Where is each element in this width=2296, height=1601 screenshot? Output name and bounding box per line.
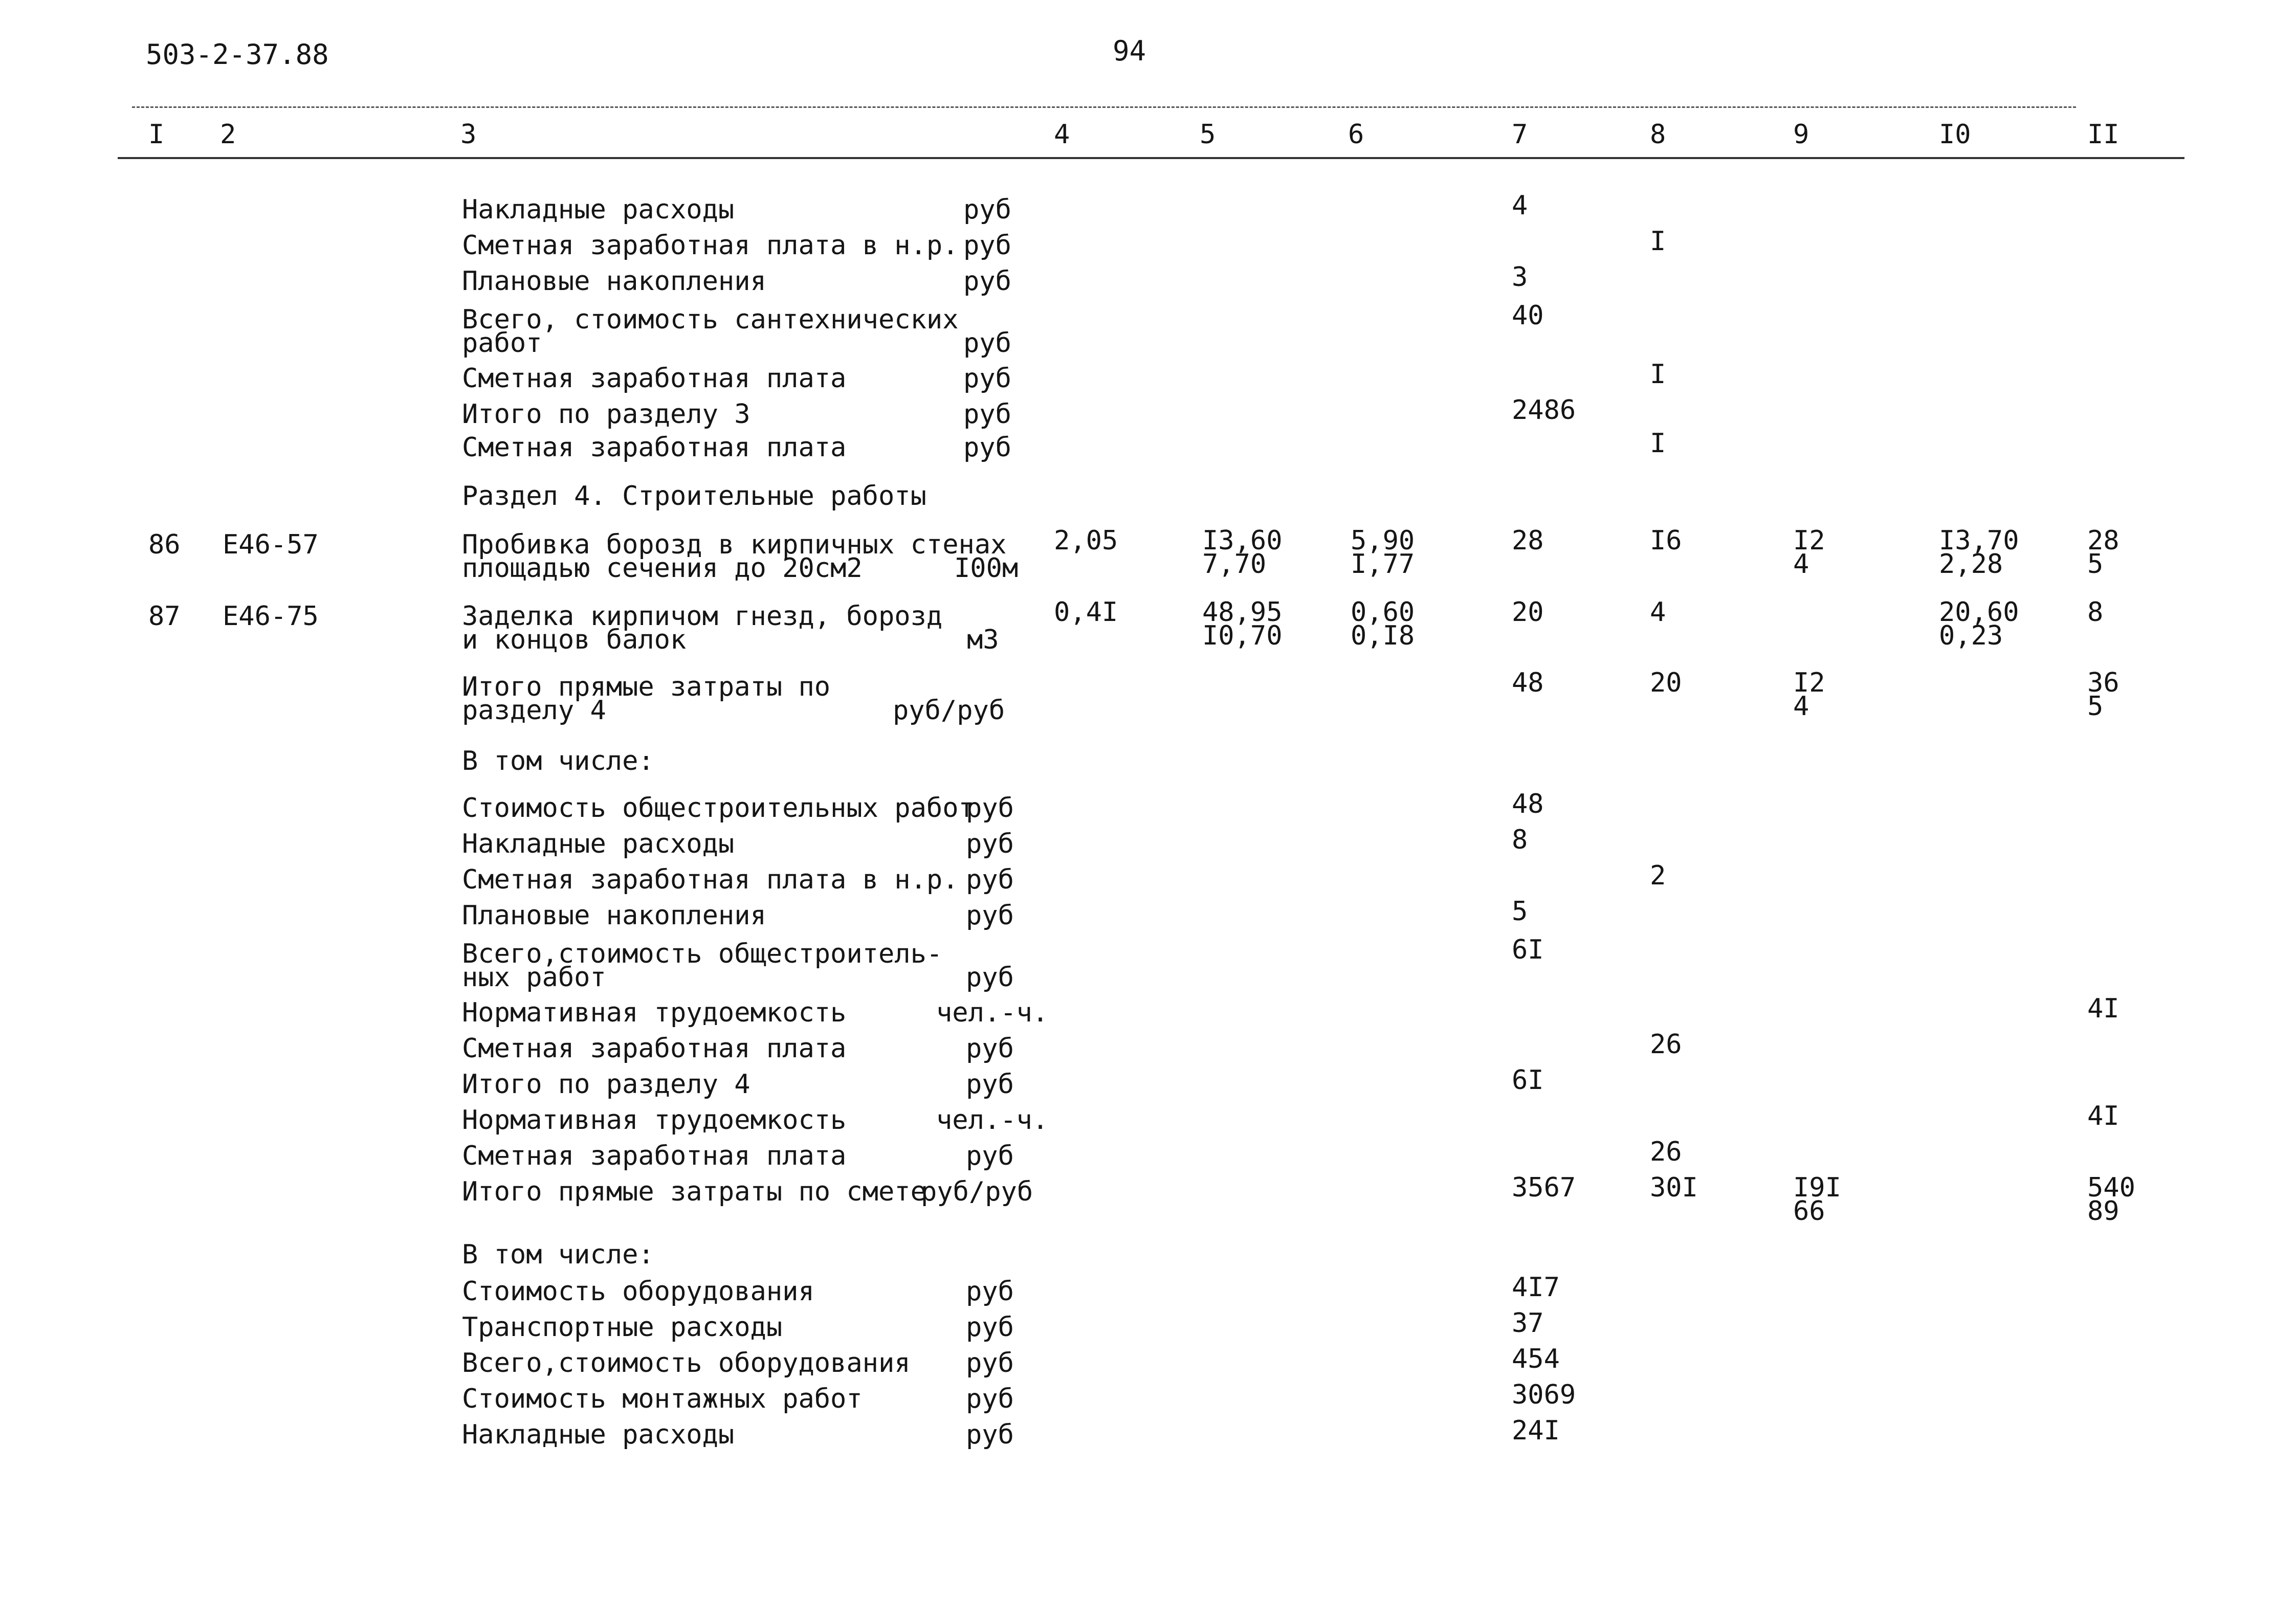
column-header-1: I bbox=[148, 119, 165, 150]
value-col-10: 0,23 bbox=[1939, 620, 2003, 651]
unit-of-measure: руб bbox=[963, 363, 1011, 394]
value-col-9: I9I bbox=[1793, 1172, 1841, 1203]
item-name-line: Сметная заработная плата в н.р. bbox=[462, 864, 959, 895]
item-name-line: Стоимость оборудования bbox=[462, 1276, 814, 1307]
column-header-10: I0 bbox=[1939, 119, 1971, 150]
unit-of-measure: руб bbox=[966, 1348, 1014, 1378]
value-col-8: 20 bbox=[1650, 668, 1682, 698]
value-col-8: 26 bbox=[1650, 1137, 1682, 1167]
item-name-line: Раздел 4. Строительные работы bbox=[462, 481, 926, 512]
column-header-8: 8 bbox=[1650, 119, 1666, 150]
value-col-7: 3069 bbox=[1512, 1380, 1576, 1410]
item-name-line: Заделка кирпичом гнезд, борозд bbox=[462, 601, 943, 632]
rate-code: Е46-75 bbox=[223, 601, 319, 632]
item-name-line: Нормативная трудоемкость bbox=[462, 997, 847, 1028]
unit-of-measure: чел.-ч. bbox=[936, 997, 1049, 1028]
value-col-7: 8 bbox=[1512, 825, 1528, 855]
value-col-8: 4 bbox=[1650, 597, 1666, 628]
unit-of-measure: руб bbox=[966, 900, 1014, 931]
value-col-7: 6I bbox=[1512, 1065, 1544, 1096]
value-col-9: 4 bbox=[1793, 549, 1809, 580]
unit-of-measure: м3 bbox=[967, 625, 999, 655]
value-col-4: 2,05 bbox=[1054, 525, 1118, 556]
item-name-line: Итого прямые затраты по смете bbox=[462, 1176, 926, 1207]
item-name-line: Стоимость монтажных работ bbox=[462, 1384, 863, 1414]
item-name-line: Итого по разделу 4 bbox=[462, 1069, 750, 1100]
value-col-10: 20,60 bbox=[1939, 597, 2019, 628]
value-col-6: 0,I8 bbox=[1351, 620, 1415, 651]
value-col-7: 48 bbox=[1512, 668, 1544, 698]
value-col-9: I2 bbox=[1793, 525, 1825, 556]
header-rule bbox=[118, 157, 2184, 159]
document-code: 503-2-37.88 bbox=[146, 38, 329, 71]
column-header-7: 7 bbox=[1512, 119, 1528, 150]
value-col-7: 3567 bbox=[1512, 1172, 1576, 1203]
value-col-8: I6 bbox=[1650, 525, 1682, 556]
value-col-7: 28 bbox=[1512, 525, 1544, 556]
unit-of-measure: руб bbox=[966, 1384, 1014, 1414]
value-col-7: 2486 bbox=[1512, 395, 1576, 426]
column-header-5: 5 bbox=[1200, 119, 1216, 150]
value-col-7: 454 bbox=[1512, 1344, 1560, 1374]
unit-of-measure: руб bbox=[966, 1312, 1014, 1343]
item-name-line: Стоимость общестроительных работ bbox=[462, 793, 975, 824]
unit-of-measure: руб bbox=[966, 793, 1014, 824]
item-name-line: работ bbox=[462, 328, 542, 359]
column-header-3: 3 bbox=[460, 119, 477, 150]
item-name-line: Накладные расходы bbox=[462, 194, 735, 225]
item-name-line: Нормативная трудоемкость bbox=[462, 1105, 847, 1136]
column-header-4: 4 bbox=[1054, 119, 1070, 150]
unit-of-measure: руб/руб bbox=[893, 695, 1005, 726]
unit-of-measure: руб bbox=[963, 328, 1011, 359]
value-col-7: 37 bbox=[1512, 1308, 1544, 1339]
item-name-line: ных работ bbox=[462, 962, 606, 993]
value-col-7: 4I7 bbox=[1512, 1272, 1560, 1303]
unit-of-measure: руб bbox=[966, 1419, 1014, 1450]
value-col-10: 2,28 bbox=[1939, 549, 2003, 580]
item-name-line: Плановые накопления bbox=[462, 900, 766, 931]
item-name-line: Итого по разделу 3 bbox=[462, 399, 750, 430]
item-name-line: Сметная заработная плата bbox=[462, 363, 847, 394]
value-col-8: 26 bbox=[1650, 1029, 1682, 1060]
value-col-11: 5 bbox=[2087, 549, 2104, 580]
item-name-line: Накладные расходы bbox=[462, 1419, 735, 1450]
value-col-5: I3,60 bbox=[1202, 525, 1283, 556]
value-col-4: 0,4I bbox=[1054, 597, 1118, 628]
unit-of-measure: руб bbox=[966, 829, 1014, 859]
unit-of-measure: руб bbox=[963, 399, 1011, 430]
value-col-9: 66 bbox=[1793, 1196, 1825, 1227]
unit-of-measure: руб bbox=[966, 1276, 1014, 1307]
unit-of-measure: руб bbox=[966, 1141, 1014, 1171]
value-col-7: 3 bbox=[1512, 262, 1528, 293]
value-col-6: 0,60 bbox=[1351, 597, 1415, 628]
item-name-line: Сметная заработная плата bbox=[462, 1033, 847, 1064]
value-col-7: 6I bbox=[1512, 935, 1544, 965]
item-name-line: В том числе: bbox=[462, 1239, 654, 1270]
item-name-line: Пробивка борозд в кирпичных стенах bbox=[462, 529, 1007, 560]
row-number: 86 bbox=[148, 529, 181, 560]
item-name-line: Всего,стоимость общестроитель- bbox=[462, 939, 943, 969]
rate-code: Е46-57 bbox=[223, 529, 319, 560]
item-name-line: В том числе: bbox=[462, 746, 654, 776]
unit-of-measure: руб bbox=[963, 194, 1011, 225]
unit-of-measure: руб/руб bbox=[921, 1176, 1033, 1207]
unit-of-measure: руб bbox=[966, 864, 1014, 895]
value-col-10: I3,70 bbox=[1939, 525, 2019, 556]
value-col-7: 40 bbox=[1512, 300, 1544, 331]
column-header-2: 2 bbox=[220, 119, 236, 150]
value-col-9: 4 bbox=[1793, 691, 1809, 722]
value-col-11: 5 bbox=[2087, 691, 2104, 722]
item-name-line: Сметная заработная плата bbox=[462, 432, 847, 463]
item-name-line: Всего,стоимость оборудования bbox=[462, 1348, 911, 1378]
page-number: 94 bbox=[1113, 35, 1146, 67]
item-name-line: разделу 4 bbox=[462, 695, 606, 726]
value-col-8: I bbox=[1650, 226, 1666, 257]
value-col-11: 89 bbox=[2087, 1196, 2120, 1227]
value-col-8: 2 bbox=[1650, 860, 1666, 891]
unit-of-measure: руб bbox=[966, 1069, 1014, 1100]
item-name-line: Всего, стоимость сантехнических bbox=[462, 304, 959, 335]
value-col-11: 8 bbox=[2087, 597, 2104, 628]
value-col-7: 48 bbox=[1512, 789, 1544, 819]
item-name-line: Транспортные расходы bbox=[462, 1312, 783, 1343]
value-col-6: I,77 bbox=[1351, 549, 1415, 580]
value-col-8: 30I bbox=[1650, 1172, 1698, 1203]
item-name-line: Сметная заработная плата в н.р. bbox=[462, 230, 959, 261]
column-header-11: II bbox=[2087, 119, 2120, 150]
value-col-9: I2 bbox=[1793, 668, 1825, 698]
column-header-9: 9 bbox=[1793, 119, 1809, 150]
unit-of-measure: руб bbox=[963, 266, 1011, 297]
unit-of-measure: руб bbox=[966, 1033, 1014, 1064]
value-col-7: 24I bbox=[1512, 1415, 1560, 1446]
item-name-line: и концов балок bbox=[462, 625, 687, 655]
value-col-5: 7,70 bbox=[1202, 549, 1267, 580]
item-name-line: площадью сечения до 20см2 bbox=[462, 553, 863, 584]
value-col-7: 5 bbox=[1512, 896, 1528, 927]
value-col-11: 36 bbox=[2087, 668, 2120, 698]
value-col-5: 48,95 bbox=[1202, 597, 1283, 628]
item-name-line: Итого прямые затраты по bbox=[462, 672, 831, 702]
value-col-11: 28 bbox=[2087, 525, 2120, 556]
unit-of-measure: руб bbox=[966, 962, 1014, 993]
top-rule bbox=[132, 106, 2076, 108]
value-col-7: 4 bbox=[1512, 190, 1528, 221]
unit-of-measure: I00м bbox=[954, 553, 1019, 584]
unit-of-measure: руб bbox=[963, 230, 1011, 261]
item-name-line: Сметная заработная плата bbox=[462, 1141, 847, 1171]
column-header-6: 6 bbox=[1348, 119, 1364, 150]
value-col-6: 5,90 bbox=[1351, 525, 1415, 556]
row-number: 87 bbox=[148, 601, 181, 632]
value-col-11: 540 bbox=[2087, 1172, 2135, 1203]
value-col-5: I0,70 bbox=[1202, 620, 1283, 651]
value-col-7: 20 bbox=[1512, 597, 1544, 628]
value-col-11: 4I bbox=[2087, 993, 2120, 1024]
value-col-8: I bbox=[1650, 359, 1666, 390]
value-col-11: 4I bbox=[2087, 1101, 2120, 1131]
unit-of-measure: чел.-ч. bbox=[936, 1105, 1049, 1136]
item-name-line: Плановые накопления bbox=[462, 266, 766, 297]
unit-of-measure: руб bbox=[963, 432, 1011, 463]
value-col-8: I bbox=[1650, 428, 1666, 459]
item-name-line: Накладные расходы bbox=[462, 829, 735, 859]
